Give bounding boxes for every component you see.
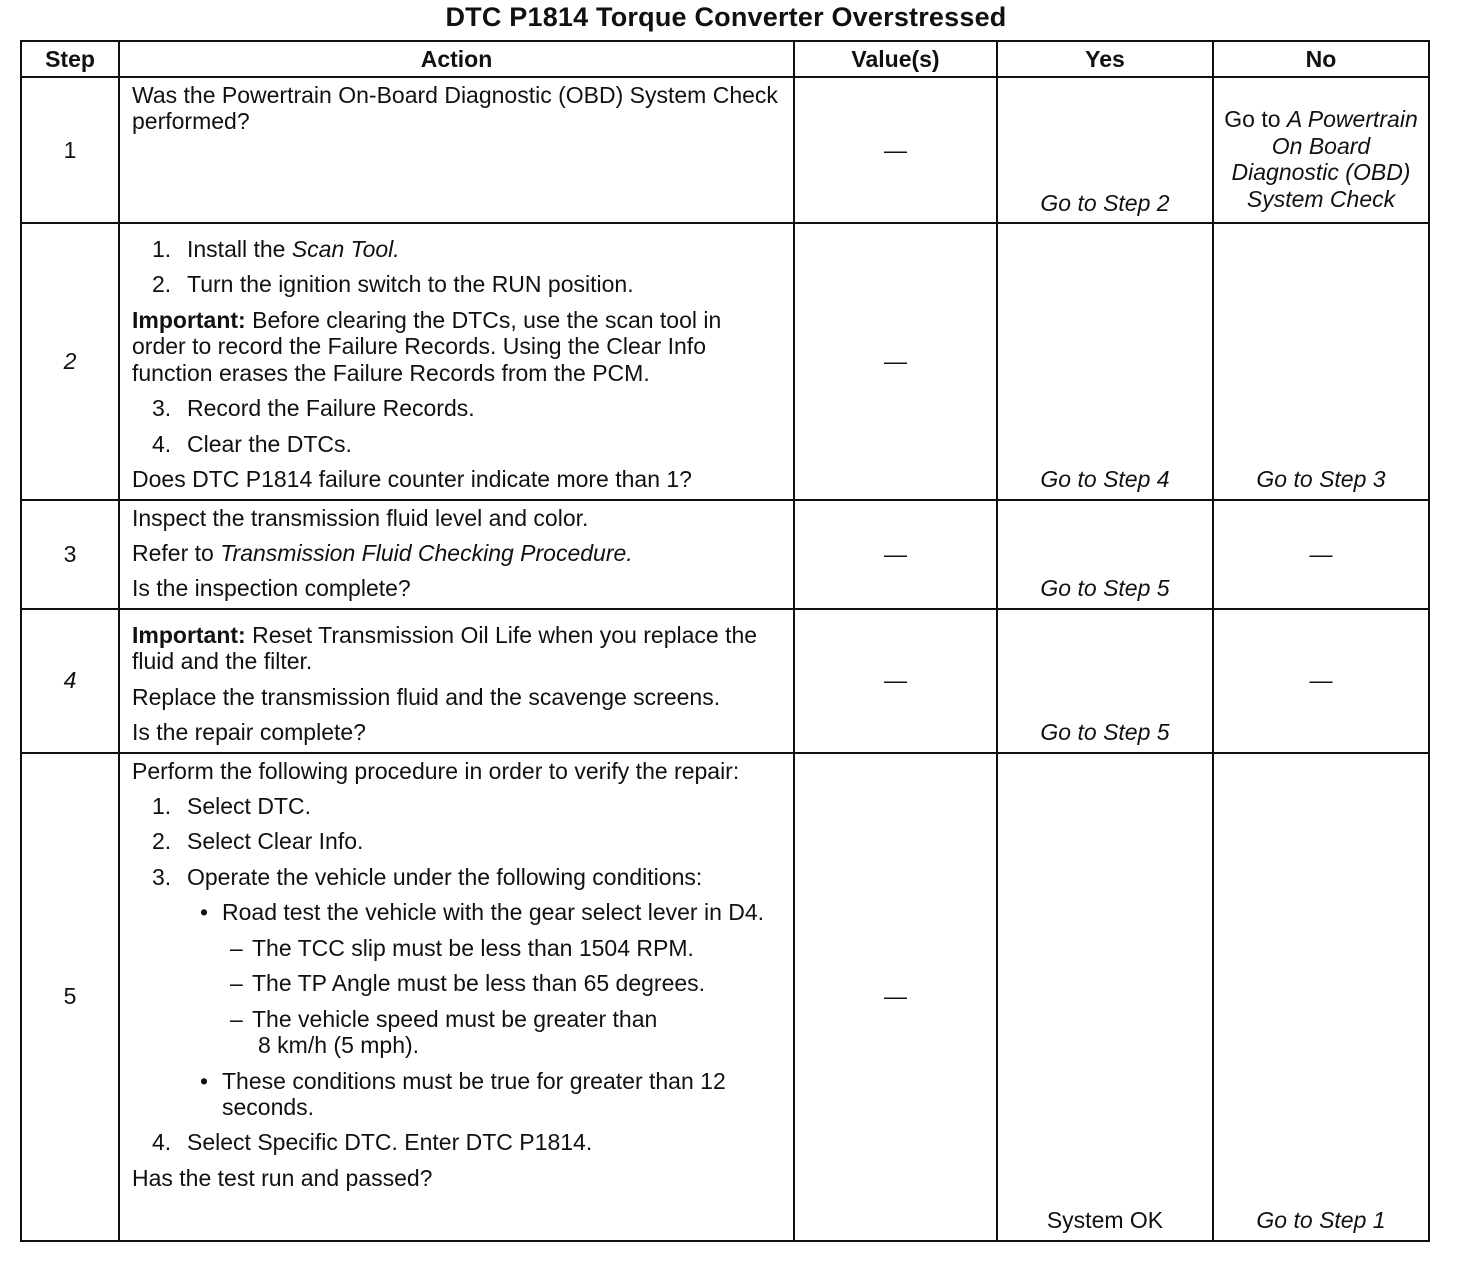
action-cell: 1. Install the Scan Tool. 2. Turn the ignition switch to the RUN position. Important: Before clearing the DTCs, use the scan tool in order to record the Failure Records. Using the Clear Info function erases the Failure Records from the PCM. 3. Record the Failure Records. 4. Clear the DTCs. Does DTC P1814 failure counter indicate more than 1? (119, 223, 794, 500)
action-cell (119, 77, 794, 223)
dash-text-cont: 8 km/h (5 mph). (258, 1032, 420, 1059)
yes-link-step-4[interactable]: Go to Step 4 (997, 223, 1213, 500)
header-action: Action (119, 41, 794, 77)
yes-link-step-5[interactable]: Go to Step 5 (997, 609, 1213, 753)
step-number: 2 (21, 223, 119, 500)
intro-text: Perform the following procedure in order to verify the repair: (132, 757, 740, 784)
header-row (21, 41, 1429, 77)
action-text: Was the Powertrain On-Board Diagnostic (OBD) System Check performed? (132, 82, 778, 135)
action-text: Inspect the transmission fluid level and color. (132, 504, 589, 531)
item-text: Select Specific DTC. Enter DTC P1814. (187, 1129, 593, 1156)
value-cell: — (794, 500, 997, 609)
yes-link-step-2[interactable]: Go to Step 2 (997, 77, 1213, 223)
item-text: Turn the ignition switch to the RUN position. (187, 271, 634, 298)
scan-tool-link[interactable]: Scan Tool. (291, 236, 400, 262)
question-text: Is the repair complete? (132, 719, 366, 746)
item-text: Operate the vehicle under the following conditions: (187, 863, 703, 890)
dash-text: The TP Angle must be less than 65 degrees. (252, 970, 706, 997)
action-cell: Inspect the transmission fluid level and color. Refer to Transmission Fluid Checking Procedure. Is the inspection complete? (119, 500, 794, 609)
no-link-step-3[interactable]: Go to Step 3 (1213, 223, 1429, 500)
header-no: No (1213, 41, 1429, 77)
refer-prefix: Refer to (132, 539, 214, 566)
item-text: Select DTC. (187, 793, 311, 819)
header-yes: Yes (997, 41, 1213, 77)
system-ok-text: System OK (997, 753, 1213, 1241)
no-prefix: Go to (1224, 106, 1281, 133)
question-text: Does DTC P1814 failure counter indicate more than 1? (132, 466, 692, 493)
yes-link-step-5[interactable]: Go to Step 5 (997, 500, 1213, 609)
value-cell: — (794, 609, 997, 753)
fluid-checking-procedure-link[interactable]: Transmission Fluid Checking Procedure (220, 539, 627, 566)
dash-text: The vehicle speed must be greater than (252, 1005, 658, 1032)
table-row-step-4 (21, 609, 1429, 753)
value-cell: — (794, 223, 997, 500)
obd-system-check-link[interactable]: A Powertrain On Board Diagnostic (OBD) System Check (1231, 106, 1418, 212)
value-cell: — (794, 77, 997, 223)
table-row-step-5 (21, 753, 1429, 1241)
important-text: Reset Transmission Oil Life when you replace the fluid and the filter. (132, 621, 758, 675)
question-text: Is the inspection complete? (132, 575, 411, 602)
item-text: Select Clear Info. (187, 828, 364, 855)
action-cell: Perform the following procedure in order to verify the repair: 1. Select DTC. 2. Select Clear Info. 3. Operate the vehicle under the following conditions: • Road test the vehicle with the gear select lever in D4. – The TCC slip must be less than 1504 RPM. – The TP Angle must be less than 65 degrees. – The vehicle speed must be greater than 8 km/h (5 mph). • These conditions must be true for greater than 12 seconds. 4. Select Specific DTC. Enter DTC P1814. Has the test run and passed? (119, 753, 794, 1241)
item-text: Install the (187, 236, 286, 262)
action-cell (119, 609, 794, 753)
important-label: Important: (132, 306, 246, 333)
important-label: Important: (132, 621, 246, 648)
table-row-step-3 (21, 500, 1429, 609)
table-row-step-1 (21, 77, 1429, 223)
no-cell: — (1213, 500, 1429, 609)
diagnostic-table (20, 40, 1430, 1242)
header-step: Step (21, 41, 119, 77)
table-row-step-2 (21, 223, 1429, 500)
action-text: Replace the transmission fluid and the scavenge screens. (132, 683, 721, 710)
bullet-text: These conditions must be true for greater than 12 seconds. (222, 1067, 726, 1120)
step-number: 1 (21, 77, 119, 223)
item-text: Clear the DTCs. (187, 430, 352, 457)
step-number: 5 (21, 753, 119, 1241)
no-cell (1213, 77, 1429, 223)
value-cell: — (794, 753, 997, 1241)
no-cell: — (1213, 609, 1429, 753)
page-title: DTC P1814 Torque Converter Overstressed (445, 2, 1007, 32)
dash-text: The TCC slip must be less than 1504 RPM. (252, 934, 694, 961)
step-number: 4 (21, 609, 119, 753)
header-values: Value(s) (794, 41, 997, 77)
important-text: Before clearing the DTCs, use the scan tool in order to record the Failure Records. Using the Clear Info function erases the Failure Records from the PCM. (132, 306, 722, 386)
step-number: 3 (21, 500, 119, 609)
no-link-step-1[interactable]: Go to Step 1 (1213, 753, 1429, 1241)
item-text: Record the Failure Records. (187, 395, 475, 422)
question-text: Has the test run and passed? (132, 1164, 433, 1191)
bullet-text: Road test the vehicle with the gear select lever in D4. (222, 899, 765, 926)
